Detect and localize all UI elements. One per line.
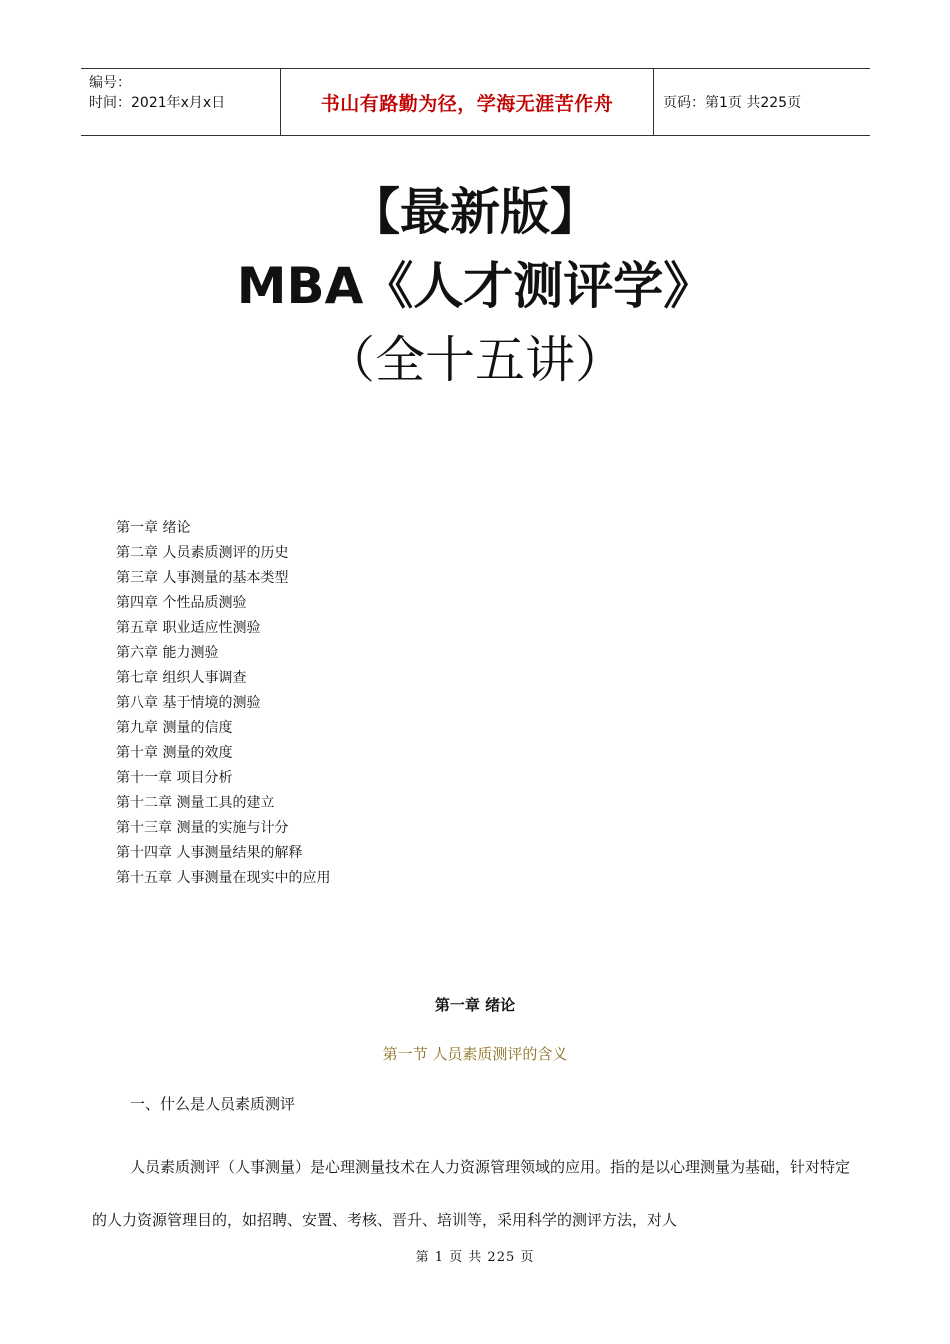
page-footer: 第 1 页 共 225 页 [415, 1250, 535, 1265]
toc-item: 第二章 人员素质测评的历史 [116, 545, 289, 561]
toc-item: 第十三章 测量的实施与计分 [116, 820, 289, 836]
toc-item: 第八章 基于情境的测验 [116, 695, 261, 711]
page-header [81, 68, 870, 136]
toc-item: 第十章 测量的效度 [116, 745, 233, 761]
toc-item: 第九章 测量的信度 [116, 720, 233, 736]
toc-item: 第十四章 人事测量结果的解释 [116, 845, 303, 861]
toc-item: 第十二章 测量工具的建立 [116, 795, 275, 811]
table-of-contents [116, 516, 330, 891]
time-label: 时间：2021年x月x日 [89, 95, 226, 111]
chapter-title: 第一章 绪论 [434, 996, 516, 1014]
title-line-2: MBA《人才测评学》 [236, 257, 714, 315]
number-label: 编号： [89, 75, 131, 91]
toc-item: 第七章 组织人事调查 [116, 670, 247, 686]
toc-item: 第五章 职业适应性测验 [116, 620, 261, 636]
subheading: 一、什么是人员素质测评 [130, 1095, 296, 1113]
header-meta [81, 69, 281, 135]
toc-item: 第四章 个性品质测验 [116, 595, 247, 611]
header-motto: 书山有路勤为径，学海无涯苦作舟 [281, 69, 654, 135]
body-paragraph: 人员素质测评（人事测量）是心理测量技术在人力资源管理领域的应用。指的是以心理测量为基础，针对特定的人力资源管理目的，如招聘、安置、考核、晋升、培训等，采用科学的测评方法，对人 [92, 1158, 851, 1229]
toc-item: 第六章 能力测验 [116, 645, 219, 661]
toc-item: 第一章 绪论 [116, 520, 191, 536]
toc-item: 第三章 人事测量的基本类型 [116, 570, 289, 586]
toc-item: 第十五章 人事测量在现实中的应用 [116, 870, 331, 886]
toc-item: 第十一章 项目分析 [116, 770, 233, 786]
title-line-3: （全十五讲） [325, 331, 625, 389]
section-title: 第一节 人员素质测评的含义 [382, 1045, 568, 1063]
title-line-1: 【最新版】 [350, 183, 600, 241]
header-page-info: 页码：第1页 共225页 [663, 95, 802, 111]
